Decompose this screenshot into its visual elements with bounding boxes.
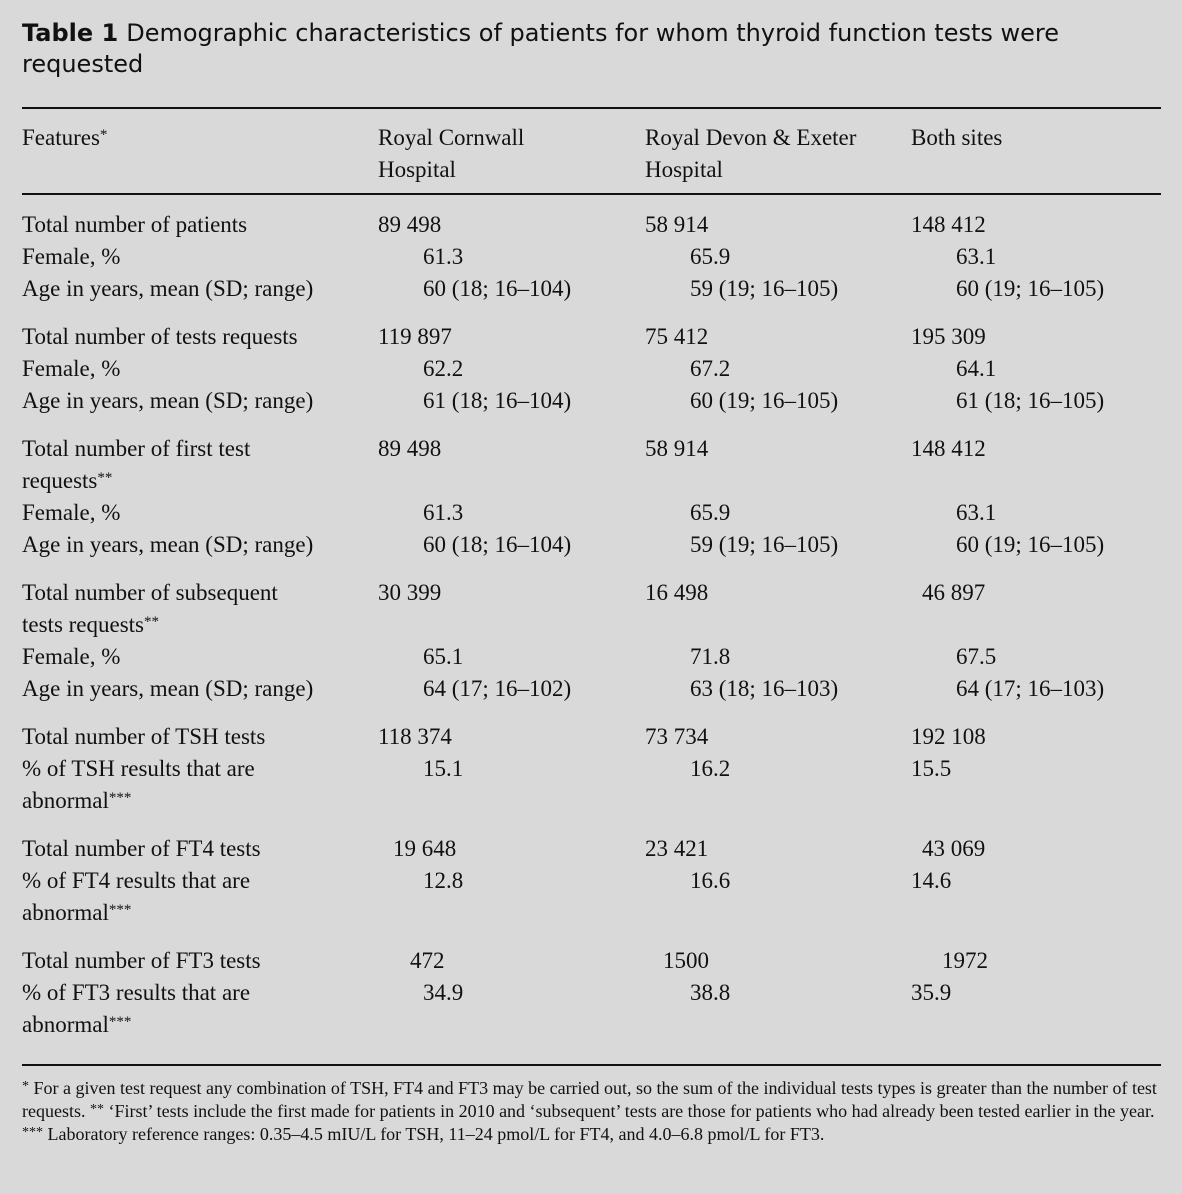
table-label: Table 1 [22,19,119,47]
cell-rde: 63 (18; 16–103) [690,676,839,701]
cell-rch: 61.3 [423,244,464,269]
row-label-line1: Total number of patients [22,212,248,237]
row-label-line2 [22,785,255,817]
footnote-mark-3: *** [22,1125,43,1140]
cell-rch: 472 [410,948,445,973]
cell-both: 60 (19; 16–105) [956,532,1105,557]
row-label-line1: Total number of first test [22,436,251,461]
table-caption [22,18,1152,80]
cell-rde: 58 914 [645,212,709,237]
cell-both: 148 412 [911,436,986,461]
table-title: Demographic characteristics of patients for whom thyroid function tests were requested [22,19,1060,78]
row-label-line1: Age in years, mean (SD; range) [22,276,314,301]
row-label [22,977,250,1041]
row-label-line1: Total number of FT4 tests [22,836,261,861]
cell-rch: 34.9 [423,980,464,1005]
row-label-line2-text: abnormal [22,788,109,813]
cell-rde: 65.9 [690,244,731,269]
cell-rde: 75 412 [645,324,709,349]
cell-both: 192 108 [911,724,986,749]
row-label-line1: Female, % [22,500,121,525]
row-label-line2-text: tests requests [22,612,145,637]
cell-rde: 1500 [663,948,709,973]
cell-rde: 60 (19; 16–105) [690,388,839,413]
cell-rch: 61.3 [423,500,464,525]
row-footnote-mark: *** [108,902,132,918]
row-label-line1: Age in years, mean (SD; range) [22,676,314,701]
cell-rch: 15.1 [423,756,464,781]
cell-both: 35.9 [911,980,952,1005]
cell-rch: 19 648 [393,836,457,861]
cell-both: 64 (17; 16–103) [956,676,1105,701]
row-label-line2-text: abnormal [22,1012,109,1037]
header-royal-devon-exeter [645,122,856,186]
cell-rch: 89 498 [378,212,442,237]
cell-rde: 58 914 [645,436,709,461]
header-royal-cornwall [378,122,524,186]
row-label [22,321,298,353]
row-label [22,273,313,305]
footnote-mark-1: * [22,1079,29,1094]
row-label [22,385,313,417]
row-label [22,577,278,641]
cell-rch: 64 (17; 16–102) [423,676,572,701]
row-label [22,865,250,929]
header-both-sites: Both sites [911,125,1003,150]
row-label [22,833,261,865]
cell-both: 46 897 [922,580,986,605]
row-label [22,241,120,273]
cell-both: 148 412 [911,212,986,237]
cell-both: 1972 [942,948,988,973]
cell-rde: 16 498 [645,580,709,605]
row-label [22,529,313,561]
cell-rde: 59 (19; 16–105) [690,276,839,301]
row-label-line1: Female, % [22,356,121,381]
footnote-mark-2: ** [89,1102,104,1117]
header-rch-line2: Hospital [378,157,456,182]
row-label-line2 [22,609,278,641]
header-rde-line1: Royal Devon & Exeter [645,125,857,150]
row-label-line1: Female, % [22,244,121,269]
cell-rch: 12.8 [423,868,464,893]
cell-rde: 23 421 [645,836,709,861]
cell-both: 64.1 [956,356,997,381]
cell-both: 61 (18; 16–105) [956,388,1105,413]
row-label [22,673,313,705]
row-label [22,209,247,241]
cell-rde: 16.6 [690,868,731,893]
row-label-line2 [22,897,250,929]
footnote-text-3: Laboratory reference ranges: 0.35–4.5 mIU/L for TSH, 11–24 pmol/L for FT4, and 4.0–6.8 pmol/L for FT3. [43,1124,825,1144]
footnote-text-2: ‘First’ tests include the first made for patients in 2010 and ‘subsequent’ tests are those for patients who had already been tested earlier in the year. [103,1101,1155,1121]
row-label-line1: Female, % [22,644,121,669]
cell-rde: 38.8 [690,980,731,1005]
row-label-line2-text: abnormal [22,900,109,925]
cell-rch: 61 (18; 16–104) [423,388,572,413]
row-label [22,433,250,497]
row-label-line1: % of TSH results that are [22,756,255,781]
cell-both: 15.5 [911,756,952,781]
row-label [22,945,261,977]
cell-rch: 62.2 [423,356,464,381]
cell-rch: 118 374 [378,724,452,749]
footnote-text-1: For a given test request any combination of TSH, FT4 and FT3 may be carried out, so the sum of the individual tests types is greater than the number of test requests. [22,1078,1157,1121]
cell-both: 60 (19; 16–105) [956,276,1105,301]
cell-rch: 60 (18; 16–104) [423,276,572,301]
cell-rch: 30 399 [378,580,442,605]
cell-rde: 67.2 [690,356,731,381]
table-footnote [22,1077,1162,1146]
row-label-line1: Age in years, mean (SD; range) [22,388,314,413]
cell-both: 14.6 [911,868,952,893]
table-header-rule [22,193,1161,195]
table-bottom-rule [22,1064,1161,1066]
cell-both: 63.1 [956,500,997,525]
cell-rde: 73 734 [645,724,709,749]
row-label-line1: Total number of subsequent [22,580,278,605]
row-footnote-mark: *** [108,790,132,806]
row-label [22,753,255,817]
cell-rde: 59 (19; 16–105) [690,532,839,557]
cell-both: 43 069 [922,836,986,861]
row-label-line2 [22,1009,250,1041]
row-label-line1: % of FT3 results that are [22,980,251,1005]
row-label-line2-text: requests [22,468,98,493]
row-label-line2 [22,465,250,497]
row-footnote-mark: *** [108,1014,132,1030]
header-features-label: Features [22,125,100,150]
row-label-line1: % of FT4 results that are [22,868,251,893]
row-label-line1: Total number of tests requests [22,324,298,349]
row-label [22,353,120,385]
row-footnote-mark: ** [144,614,160,630]
table-top-rule [22,107,1161,109]
cell-both: 195 309 [911,324,986,349]
cell-both: 63.1 [956,244,997,269]
cell-rch: 65.1 [423,644,464,669]
header-features [22,122,107,154]
row-label-line1: Total number of FT3 tests [22,948,261,973]
row-label [22,497,120,529]
row-label [22,721,265,753]
header-features-mark: * [99,127,108,143]
cell-rde: 16.2 [690,756,731,781]
cell-rch: 119 897 [378,324,452,349]
cell-rch: 89 498 [378,436,442,461]
row-footnote-mark: ** [97,470,113,486]
row-label-line1: Total number of TSH tests [22,724,266,749]
header-rde-line2: Hospital [645,157,723,182]
cell-rde: 71.8 [690,644,731,669]
cell-rde: 65.9 [690,500,731,525]
row-label [22,641,120,673]
cell-rch: 60 (18; 16–104) [423,532,572,557]
row-label-line1: Age in years, mean (SD; range) [22,532,314,557]
header-rch-line1: Royal Cornwall [378,125,525,150]
cell-both: 67.5 [956,644,997,669]
